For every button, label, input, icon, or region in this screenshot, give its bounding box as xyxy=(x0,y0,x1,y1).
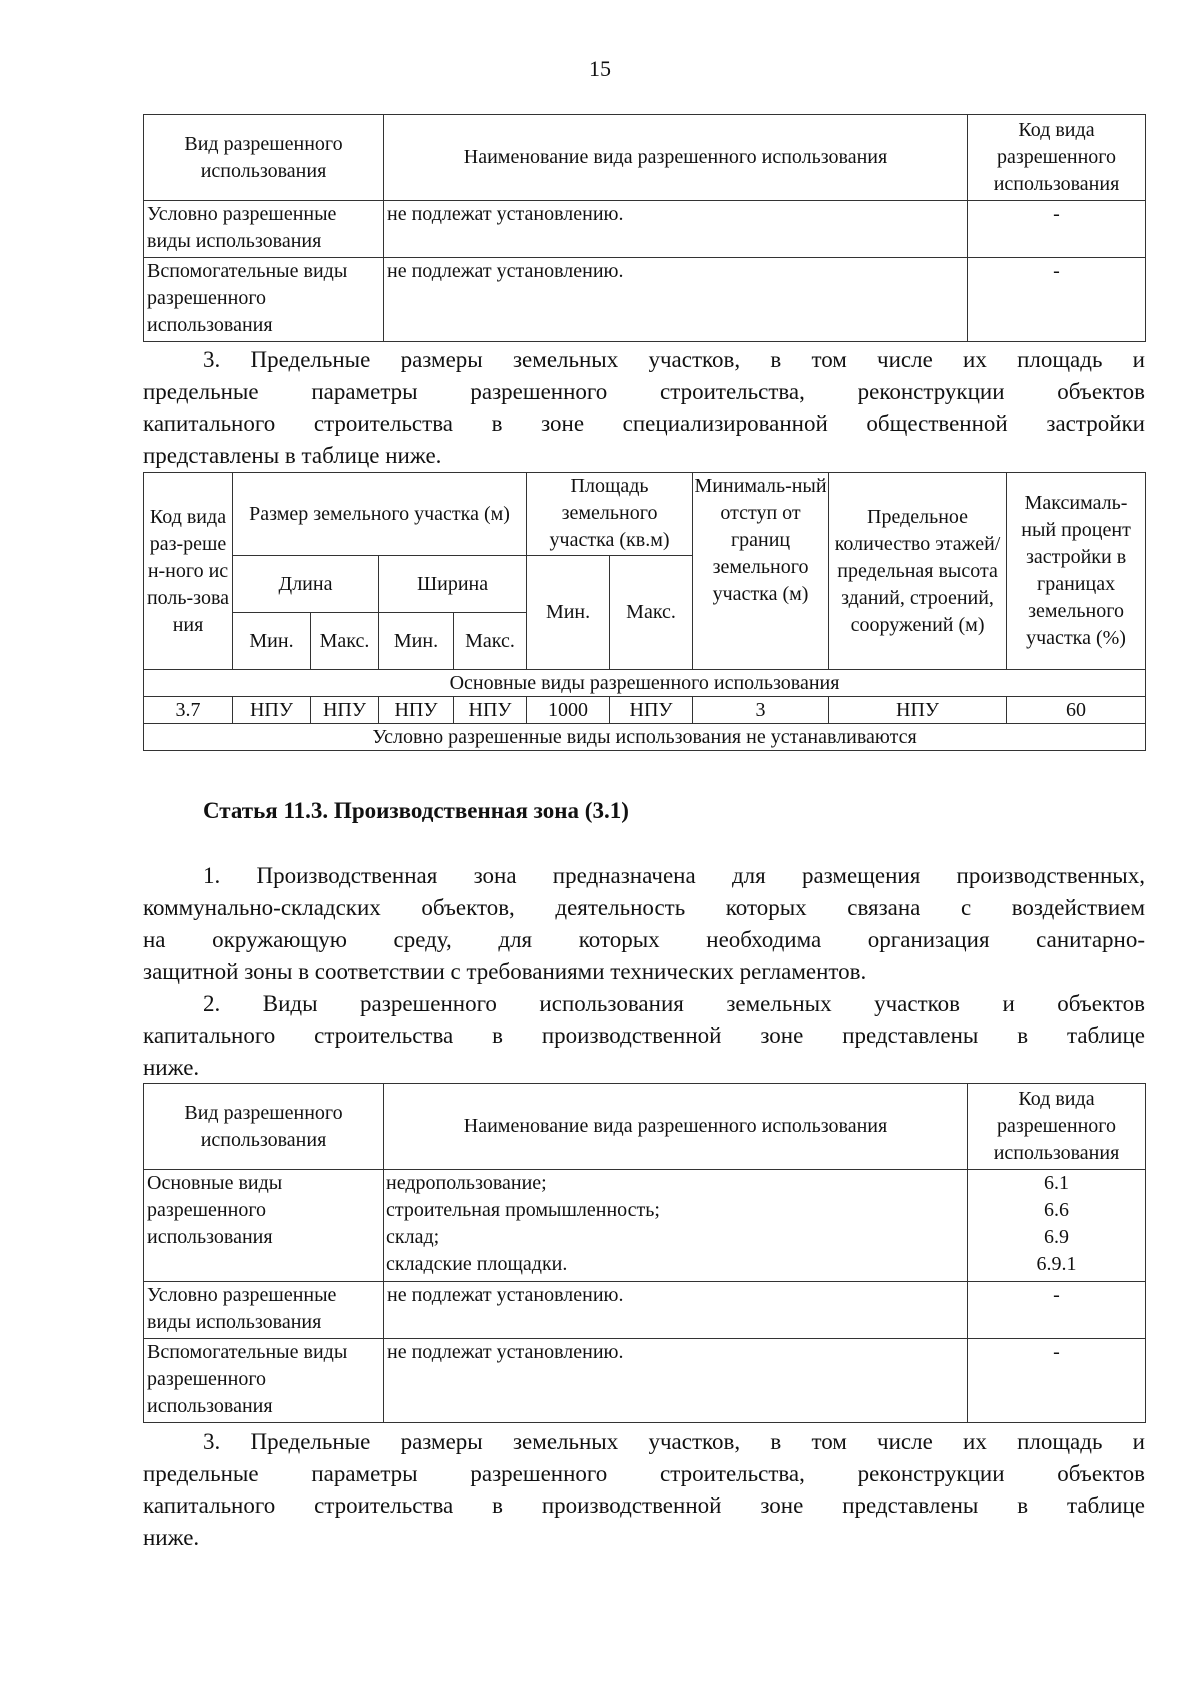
header-width-min: Мин. xyxy=(379,613,454,670)
row-code: - xyxy=(968,201,1146,258)
row-name: не подлежат установлению. xyxy=(384,1282,968,1339)
header-code: Код вида разрешенного использования xyxy=(968,115,1146,201)
conditional-uses-label: Условно разрешенные виды использования не устанавливаются xyxy=(144,724,1146,751)
cell-percent: 60 xyxy=(1007,697,1146,724)
header-code: Код вида разрешенного использования xyxy=(968,1084,1146,1170)
table-row xyxy=(144,1170,1146,1282)
header-length: Длина xyxy=(233,556,379,613)
table-row xyxy=(144,1282,1146,1339)
land-use-table-1 xyxy=(143,114,1145,342)
list-item: 6.9 xyxy=(1044,1226,1069,1248)
cell-length-min: НПУ xyxy=(233,697,311,724)
row-name: не подлежат установлению. xyxy=(384,201,968,258)
main-uses-list xyxy=(384,1170,968,1282)
list-item: складские площадки. xyxy=(386,1253,568,1275)
paragraph-line: 1. Производственная зона предназначена для размещения производственных, xyxy=(203,863,1145,888)
table-row xyxy=(144,201,1146,258)
paragraph-line: 2. Виды разрешенного использования земельных участков и объектов xyxy=(203,991,1145,1016)
header-name: Наименование вида разрешенного использования xyxy=(384,115,968,201)
row-name: не подлежат установлению. xyxy=(384,258,968,342)
paragraph-limits-intro-1 xyxy=(143,344,1145,472)
table-row xyxy=(144,1339,1146,1423)
table-row xyxy=(144,670,1146,697)
paragraph-line: предельные параметры разрешенного строительства, реконструкции объектов xyxy=(143,379,1145,404)
row-kind: Вспомогательные виды разрешенного использования xyxy=(144,1339,384,1423)
main-uses-label: Основные виды разрешенного использования xyxy=(144,670,1146,697)
paragraph-line: ниже. xyxy=(143,1525,200,1550)
list-item: недропользование; xyxy=(386,1172,547,1194)
header-area: Площадь земельного участка (кв.м) xyxy=(527,473,693,556)
table-row xyxy=(144,724,1146,751)
main-uses-codes xyxy=(968,1170,1146,1282)
page-number: 15 xyxy=(589,56,611,81)
paragraph-line: предельные параметры разрешенного строительства, реконструкции объектов xyxy=(143,1461,1145,1486)
cell-area-max: НПУ xyxy=(610,697,693,724)
list-item: 6.9.1 xyxy=(1036,1253,1077,1275)
land-use-table-2 xyxy=(143,1083,1145,1423)
paragraph-line: капитального строительства в производственной зоне представлены в таблице xyxy=(143,1023,1145,1048)
header-area-max: Макс. xyxy=(610,556,693,670)
header-width-max: Макс. xyxy=(454,613,527,670)
header-code: Код вида раз-решен-ного исполь-зования xyxy=(144,473,233,670)
cell-code: 3.7 xyxy=(144,697,233,724)
list-item: 6.6 xyxy=(1044,1199,1069,1221)
paragraph-limits-intro-2 xyxy=(143,1426,1145,1554)
header-size: Размер земельного участка (м) xyxy=(233,473,527,556)
row-code: - xyxy=(968,1339,1146,1423)
header-area-min: Мин. xyxy=(527,556,610,670)
header-length-max: Макс. xyxy=(311,613,379,670)
table-row xyxy=(144,258,1146,342)
row-kind: Вспомогательные виды разрешенного использования xyxy=(144,258,384,342)
header-percent: Максималь-ный процент застройки в границах земельного участка (%) xyxy=(1007,473,1146,670)
table-row xyxy=(144,697,1146,724)
cell-width-max: НПУ xyxy=(454,697,527,724)
paragraph-line: 3. Предельные размеры земельных участков, в том числе их площадь и xyxy=(203,1429,1145,1454)
header-name: Наименование вида разрешенного использования xyxy=(384,1084,968,1170)
header-length-min: Мин. xyxy=(233,613,311,670)
list-item: строительная промышленность; xyxy=(386,1199,660,1221)
header-floors: Предельное количество этажей/ предельная высота зданий, строений, сооружений (м) xyxy=(829,473,1007,670)
cell-width-min: НПУ xyxy=(379,697,454,724)
row-name: не подлежат установлению. xyxy=(384,1339,968,1423)
paragraph-line: капитального строительства в зоне специализированной общественной застройки xyxy=(143,411,1145,436)
cell-area-min: 1000 xyxy=(527,697,610,724)
header-width: Ширина xyxy=(379,556,527,613)
limits-table xyxy=(143,472,1145,751)
paragraph-line: 3. Предельные размеры земельных участков, в том числе их площадь и xyxy=(203,347,1145,372)
header-setback: Минималь-ный отступ от границ земельного участка (м) xyxy=(693,473,829,670)
cell-floors: НПУ xyxy=(829,697,1007,724)
row-code: - xyxy=(968,1282,1146,1339)
paragraph-line: капитального строительства в производственной зоне представлены в таблице xyxy=(143,1493,1145,1518)
article-heading: Статья 11.3. Производственная зона (3.1) xyxy=(203,798,629,823)
paragraph-uses-intro xyxy=(143,988,1145,1084)
paragraph-line: на окружающую среду, для которых необходима организация санитарно- xyxy=(143,927,1145,952)
row-kind: Условно разрешенные виды использования xyxy=(144,201,384,258)
cell-setback: 3 xyxy=(693,697,829,724)
row-kind: Основные виды разрешенного использования xyxy=(144,1170,384,1282)
header-kind: Вид разрешенного использования xyxy=(144,115,384,201)
paragraph-line: защитной зоны в соответствии с требованиями технических регламентов. xyxy=(143,959,867,984)
list-item: 6.1 xyxy=(1044,1172,1069,1194)
paragraph-line: ниже. xyxy=(143,1055,200,1080)
list-item: склад; xyxy=(386,1226,440,1248)
row-kind: Условно разрешенные виды использования xyxy=(144,1282,384,1339)
row-code: - xyxy=(968,258,1146,342)
paragraph-line: коммунально-складских объектов, деятельность которых связана с воздействием xyxy=(143,895,1145,920)
paragraph-line: представлены в таблице ниже. xyxy=(143,443,442,468)
cell-length-max: НПУ xyxy=(311,697,379,724)
header-kind: Вид разрешенного использования xyxy=(144,1084,384,1170)
paragraph-zone-purpose xyxy=(143,860,1145,988)
